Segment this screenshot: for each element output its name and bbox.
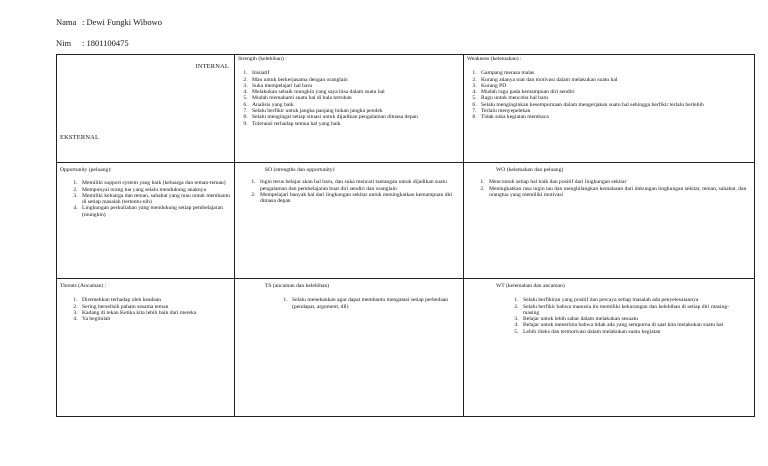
weakness-item: 8. Tidak suka kegiatan membaca bbox=[478, 114, 754, 120]
strength-item: 1. Inisiatif bbox=[249, 70, 463, 76]
internal-label: INTERNAL bbox=[195, 63, 229, 70]
so-list bbox=[235, 179, 463, 204]
eksternal-label: EKSTERNAL bbox=[60, 134, 100, 141]
student-name-line bbox=[56, 17, 162, 28]
threats-cell bbox=[57, 279, 235, 417]
threats-item: 1. Diremehkan terhadap oleh keadaan bbox=[79, 297, 234, 303]
so-item: 1. Ingin terus belajar akan hal baru, dan suka mencari tantangan untuk dijadikan suatu pengalaman dan pembelajaran buat diri sendiri dan oranglain bbox=[257, 179, 463, 192]
wo-cell bbox=[464, 163, 755, 279]
threats-item: 3. Kadang di tekan Ketika kita lebih baik dari mereka bbox=[79, 310, 234, 316]
strength-item: 7. Selalu berfikir untuk jangka panjang bukan jangka pendek bbox=[249, 108, 463, 114]
weakness-item: 4. Mudah ragu pada kemampuan diri sendiri bbox=[478, 89, 754, 95]
student-nim-line bbox=[56, 38, 129, 49]
so-title: SO (strengths dan opportunity) bbox=[265, 167, 335, 173]
wo-title: WO (kelemahan dan peluang) bbox=[496, 167, 564, 173]
wt-item: 2. Selalu berfikir bahwa manusia itu memiliki kekurangan dan kelebihan di setiap diri masing-masing bbox=[520, 304, 740, 317]
threats-item: 2. Sering berselisih paham sesama teman bbox=[79, 304, 234, 310]
wt-item: 5. Lebih rileks dan termotivasi dalam melakukan suatu kegiatan bbox=[520, 329, 740, 335]
strength-item: 8. Selalu mengingat setiap situasi untuk dijadikan pengalaman dimasa depan bbox=[249, 114, 463, 120]
opportunity-item: 3. Memiliki keluarga dan teman, sahabat yang mau untuk membantu di setiap masalah (tertentu-nih) bbox=[79, 193, 234, 206]
threats-title: Threats (Ancaman) : bbox=[60, 283, 107, 289]
wo-item: 1. Mencontoh setiap hal baik dan positif dari lingkungan sekitar bbox=[486, 179, 754, 185]
opportunity-list bbox=[57, 180, 234, 218]
ts-list bbox=[235, 297, 463, 310]
ts-cell bbox=[235, 279, 464, 417]
wt-item: 1. Selalu berfikiran yang positif dan percaya setiap masalah ada penyelesaiannya bbox=[520, 297, 740, 303]
threats-item: 4. Ya begitulah bbox=[79, 316, 234, 322]
wo-item: 2. Meningkatkan rasa ingin tau dan menghilangkan kemalasan dari dukungan lingkungan sekitar, teman, sahabat, dan orangtua yang memiliki motivasi bbox=[486, 186, 754, 199]
strength-item: 5. Mudah memahami suatu hal di bala tertuban bbox=[249, 95, 463, 101]
weakness-item: 7. Terlalu menyepelekan bbox=[478, 108, 754, 114]
strength-item: 2. Mau untuk berkerjasama dengan oranglain bbox=[249, 77, 463, 83]
strength-item: 3. Suka mempelajari hal baru bbox=[249, 83, 463, 89]
wt-cell bbox=[464, 279, 755, 417]
threats-list bbox=[57, 297, 234, 322]
strength-list bbox=[235, 70, 463, 127]
weakness-cell bbox=[464, 55, 755, 163]
strength-item: 9. Toleransi terhadap semua hal yang baik bbox=[249, 121, 463, 127]
weakness-item: 1. Gampang merasa malas bbox=[478, 70, 754, 76]
strength-item: 6. Analisis yang baik bbox=[249, 102, 463, 108]
weakness-item: 3. Kurang PD bbox=[478, 83, 754, 89]
weakness-list bbox=[464, 70, 754, 120]
matrix-corner-cell bbox=[57, 55, 235, 163]
wt-item: 3. Belajar untuk lebih sabar dalam melakukan sesuatu bbox=[520, 316, 740, 322]
strength-item: 4. Melakukan sebaik mungkin yang saya bisa dalam suatu hal bbox=[249, 89, 463, 95]
ts-title: TS (ancaman dan kelebihan) bbox=[265, 283, 330, 289]
nim-label: Nim bbox=[56, 38, 72, 48]
weakness-item: 5. Ragu untuk mencoba hal baru bbox=[478, 95, 754, 101]
strength-cell bbox=[235, 55, 464, 163]
swot-matrix-table bbox=[56, 54, 755, 417]
opportunity-item: 2. Mempunyai orang tua yang selalu mendukung anaknya bbox=[79, 187, 234, 193]
nim-value: : 1801100475 bbox=[82, 38, 129, 48]
weakness-item: 6. Selalu menginginkan kesempurnaan dalam mengerjakan suatu hal sehingga berfikir terlalu berlebih bbox=[478, 102, 754, 108]
weakness-item: 2. Kurang adanya niat dan motivasi dalam melakukan suatu hal bbox=[478, 77, 754, 83]
opportunity-item: 4. Lingkungan perkuliahan yang mendukung setiap pembelajaran (mungkin) bbox=[79, 205, 234, 218]
strength-title: Strength (kelebihan) : bbox=[238, 56, 287, 62]
weakness-title: Weakness (kelemahan) : bbox=[467, 56, 522, 62]
opportunity-title: Opportunity (peluang): bbox=[60, 167, 112, 173]
ts-item: 1. Selalu menekankan agar dapat membantu mengatasi setiap perbedaan (pendapat, argument, dll) bbox=[289, 297, 457, 310]
name-label: Nama bbox=[56, 17, 77, 27]
wo-list bbox=[464, 179, 754, 198]
opportunity-item: 1. Memiliki support system yang baik (keluarga dan teman-teman) bbox=[79, 180, 234, 186]
wt-item: 4. Belajar untuk menerima bahwa tidak ada yang sempurna di saat kita melakukan suatu hal bbox=[520, 322, 740, 328]
name-value: : Dewi Fungki Wibowo bbox=[82, 17, 163, 27]
wt-list bbox=[464, 297, 754, 335]
so-item: 2. Mempelajari banyak hal dari lingkungan sekitar untuk meningkatkan kemampuan diri dimasa depan bbox=[257, 192, 463, 205]
wt-title: WT (kelemahan dan ancaman) bbox=[496, 283, 565, 289]
opportunity-cell bbox=[57, 163, 235, 279]
so-cell bbox=[235, 163, 464, 279]
